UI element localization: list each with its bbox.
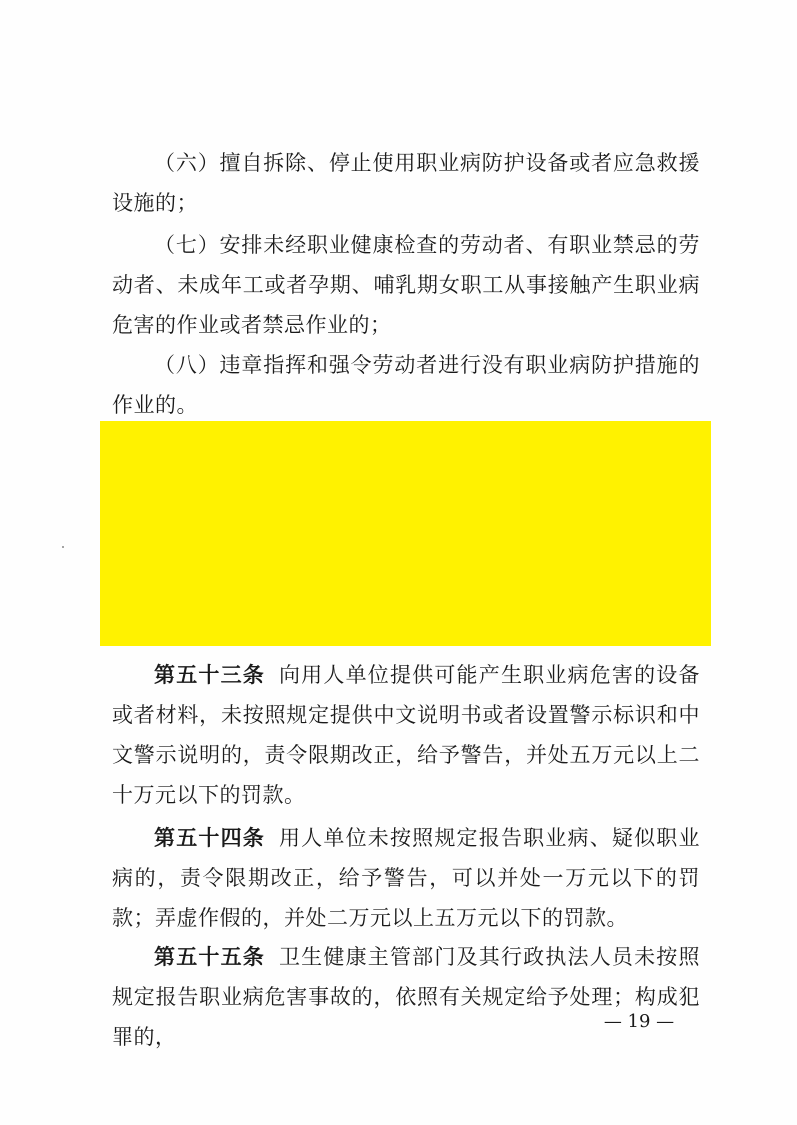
- article-text: 向用人单位提供可能产生职业病危害的设备或者材料，未按照规定提供中文说明书或者设置警示标识和中文警示说明的，责令限期改正，给予警告，并处五万元以上二十万元以下的罚款。: [112, 663, 701, 807]
- article-54: [112, 818, 700, 938]
- article-53: [112, 655, 700, 815]
- page-number: — 19 —: [603, 1011, 675, 1032]
- article-text: 用人单位未按照规定报告职业病、疑似职业病的，责令限期改正，给予警告，可以并处一万元以下的罚款；弄虚作假的，并处二万元以上五万元以下的罚款。: [112, 826, 701, 930]
- article-number: 第五十四条: [154, 826, 265, 850]
- list-item-8: （八）违章指挥和强令劳动者进行没有职业病防护措施的作业的。: [112, 353, 700, 417]
- article-text: 卫生健康主管部门及其行政执法人员未按照规定报告职业病危害事故的，依照有关规定给予处理；构成犯罪的，: [112, 945, 701, 1049]
- article-number: 第五十三条: [154, 663, 265, 687]
- redaction-block: [100, 421, 711, 646]
- article-55: [112, 937, 700, 1057]
- article-number: 第五十五条: [154, 945, 265, 969]
- list-item-7: （七）安排未经职业健康检查的劳动者、有职业禁忌的劳动者、未成年工或者孕期、哺乳期女职工从事接触产生职业病危害的作业或者禁忌作业的；: [112, 233, 700, 337]
- scan-speck: [62, 546, 64, 548]
- list-item-6: （六）擅自拆除、停止使用职业病防护设备或者应急救援设施的；: [112, 151, 700, 215]
